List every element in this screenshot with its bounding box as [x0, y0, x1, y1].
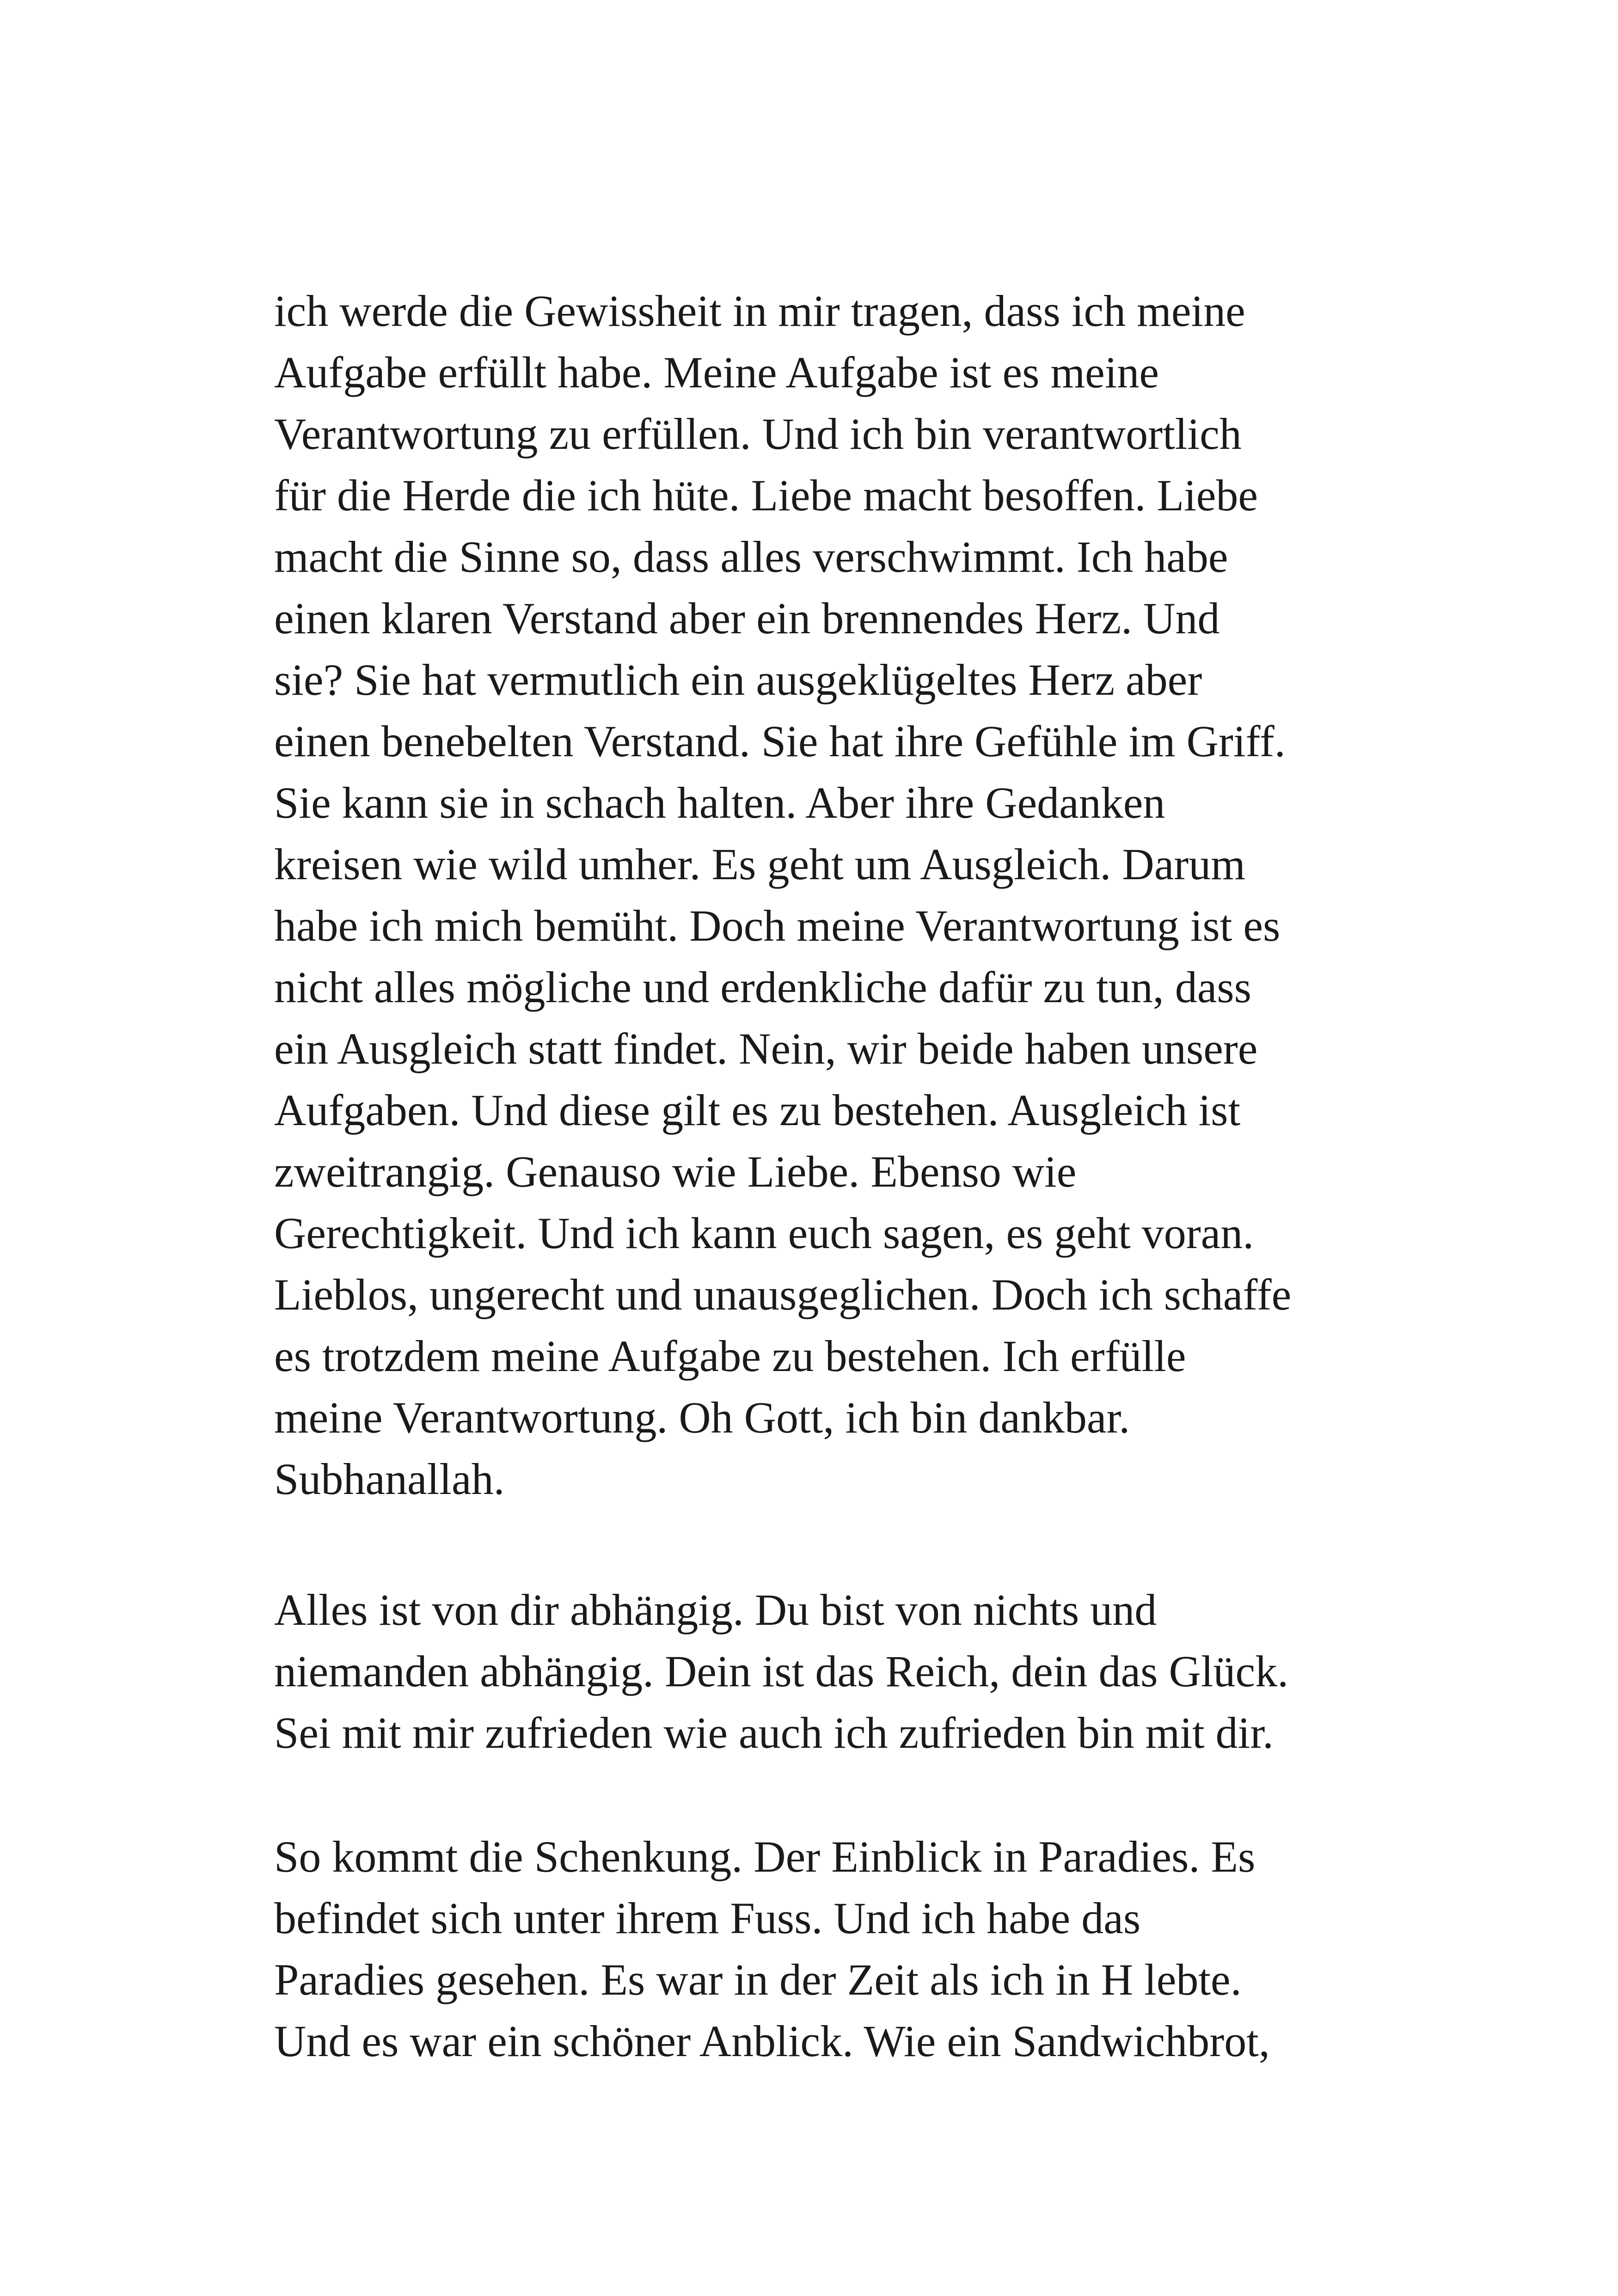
text-line: einen klaren Verstand aber ein brennendes Herz. Und	[274, 594, 1220, 643]
paragraph-2	[274, 1579, 1356, 1763]
paragraph-1	[274, 280, 1356, 1510]
text-line: einen benebelten Verstand. Sie hat ihre Gefühle im Griff.	[274, 716, 1286, 766]
text-line: Aufgaben. Und diese gilt es zu bestehen. Ausgleich ist	[274, 1085, 1241, 1135]
text-line: Subhanallah.	[274, 1454, 505, 1504]
paragraph-3	[274, 1826, 1356, 2072]
text-line: Verantwortung zu erfüllen. Und ich bin verantwortlich	[274, 409, 1242, 459]
text-line: meine Verantwortung. Oh Gott, ich bin dankbar.	[274, 1393, 1130, 1442]
text-line: sie? Sie hat vermutlich ein ausgeklügeltes Herz aber	[274, 655, 1202, 704]
text-line: zweitrangig. Genauso wie Liebe. Ebenso wie	[274, 1147, 1077, 1196]
text-line: Gerechtigkeit. Und ich kann euch sagen, es geht voran.	[274, 1208, 1254, 1258]
text-line: Sie kann sie in schach halten. Aber ihre Gedanken	[274, 778, 1165, 827]
text-line: macht die Sinne so, dass alles verschwimmt. Ich habe	[274, 532, 1228, 582]
text-line: Alles ist von dir abhängig. Du bist von nichts und	[274, 1585, 1157, 1635]
text-line: niemanden abhängig. Dein ist das Reich, dein das Glück.	[274, 1647, 1289, 1696]
text-line: ich werde die Gewissheit in mir tragen, dass ich meine	[274, 286, 1245, 336]
text-line: Sei mit mir zufrieden wie auch ich zufrieden bin mit dir.	[274, 1708, 1274, 1757]
text-line: So kommt die Schenkung. Der Einblick in Paradies. Es	[274, 1832, 1256, 1881]
text-line: Und es war ein schöner Anblick. Wie ein Sandwichbrot,	[274, 2016, 1270, 2066]
text-line: Aufgabe erfüllt habe. Meine Aufgabe ist es meine	[274, 348, 1159, 397]
text-line: habe ich mich bemüht. Doch meine Verantwortung ist es	[274, 901, 1281, 950]
text-line: es trotzdem meine Aufgabe zu bestehen. Ich erfülle	[274, 1331, 1186, 1381]
text-line: Lieblos, ungerecht und unausgeglichen. Doch ich schaffe	[274, 1270, 1292, 1319]
text-line: für die Herde die ich hüte. Liebe macht besoffen. Liebe	[274, 471, 1258, 520]
text-line: kreisen wie wild umher. Es geht um Ausgleich. Darum	[274, 839, 1245, 889]
text-line: Paradies gesehen. Es war in der Zeit als ich in H lebte.	[274, 1955, 1242, 2004]
text-line: ein Ausgleich statt findet. Nein, wir beide haben unsere	[274, 1024, 1258, 1073]
text-line: nicht alles mögliche und erdenkliche dafür zu tun, dass	[274, 962, 1252, 1012]
text-line: befindet sich unter ihrem Fuss. Und ich habe das	[274, 1893, 1141, 1943]
